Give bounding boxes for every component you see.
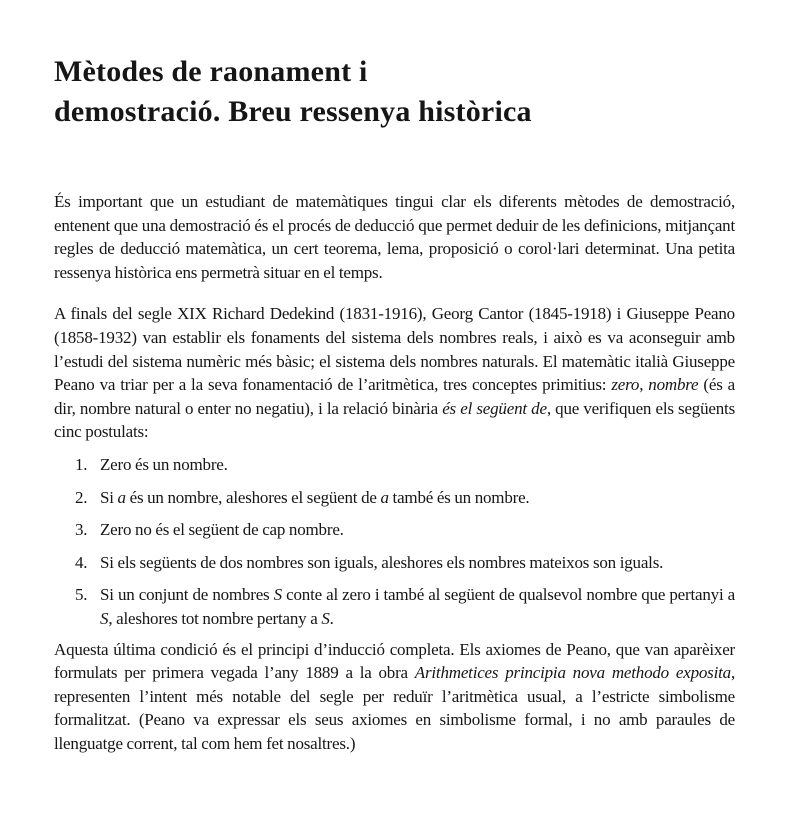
list-item-number: 4. (75, 552, 88, 572)
math-var-s: S (321, 608, 330, 628)
math-var-s: S (100, 608, 109, 628)
list-item-number: 3. (75, 520, 88, 540)
math-var-a: a (117, 487, 126, 507)
text-segment: Si (100, 487, 118, 507)
text-segment: Si un conjunt de nombres (100, 585, 274, 605)
document-title (54, 52, 735, 132)
text-segment: És important que un estudiant de matemàtiques tingui clar els diferents mètodes de demostració, entenent que una demostració és el procés de deducció que permet deduir de les definicions, mitjançant regles de deducció matemàtica, un cert teorema, lema, proposició o corol·lari determinat. Una petita ressenya històrica ens permetrà situar en el temps. (54, 192, 735, 282)
paragraph-conclusion (54, 638, 735, 756)
list-item-number: 2. (75, 487, 88, 507)
text-segment: , aleshores tot nombre pertany a (108, 608, 322, 628)
text-segment: és un nombre, aleshores el següent de (125, 487, 381, 507)
text-segment: conte al zero i també al següent de qualsevol nombre que pertanyi a (281, 585, 735, 605)
title-line-1: Mètodes de raonament i (54, 55, 368, 88)
text-segment: , representen l’intent més notable del segle per reduïr l’aritmètica usual, a l’estricte simbolisme formalitzat. (Peano va expressar els seus axiomes en simbolisme formal, i no amb paraules de llenguatge corrent, tal com hem fet nosaltres.) (54, 663, 735, 753)
text-segment: Zero és un nombre. (100, 454, 228, 474)
list-item-number: 1. (75, 454, 88, 474)
text-segment: , que verifiquen els següents cinc postulats: (54, 398, 735, 442)
math-var-a: a (380, 487, 389, 507)
text-segment: Aquesta última condició és el principi d’inducció completa. Els axiomes de Peano, que van aparèixer formulats per primera vegada l’any 1889 a la obra (54, 639, 735, 683)
book-title: Arithmetices principia nova methodo exposita (414, 663, 731, 683)
postulate-item-5 (54, 583, 735, 630)
paragraph-foundations (54, 302, 735, 444)
list-item-number: 5. (75, 585, 88, 605)
postulate-item-4 (54, 551, 735, 575)
paragraph-intro (54, 190, 735, 284)
text-segment: també és un nombre. (388, 487, 530, 507)
term-es-el-seguent-de: és el següent de (442, 398, 547, 418)
text-segment: A finals del segle XIX Richard Dedekind (1831-1916), Georg Cantor (1845-1918) i Giuseppe Peano (1858-1932) van establir els fonaments del sistema dels nombres reals, i això es va aconseguir amb l’estudi del sistema numèric més bàsic; el sistema dels nombres naturals. El matemàtic italià Giuseppe Peano va triar per a la seva fonamentació de l’aritmètica, tres conceptes primitius: (54, 304, 735, 395)
math-var-s: S (273, 585, 282, 605)
text-segment: , (639, 375, 649, 395)
title-line-2: demostració. Breu ressenya històrica (54, 95, 532, 128)
text-segment: Zero no és el següent de cap nombre. (100, 520, 344, 540)
postulates-list (54, 453, 735, 631)
term-nombre: nombre (648, 375, 699, 395)
postulate-item-1 (54, 453, 735, 477)
text-segment: Si els següents de dos nombres son iguals, aleshores els nombres mateixos son iguals. (100, 552, 664, 572)
text-segment: (és a dir, nombre natural o enter no negatiu), i la relació binària (54, 375, 735, 418)
document-page (0, 52, 786, 833)
postulate-item-2 (54, 486, 735, 510)
term-zero: zero (611, 375, 640, 395)
postulate-item-3 (54, 518, 735, 542)
text-segment: . (329, 608, 334, 628)
